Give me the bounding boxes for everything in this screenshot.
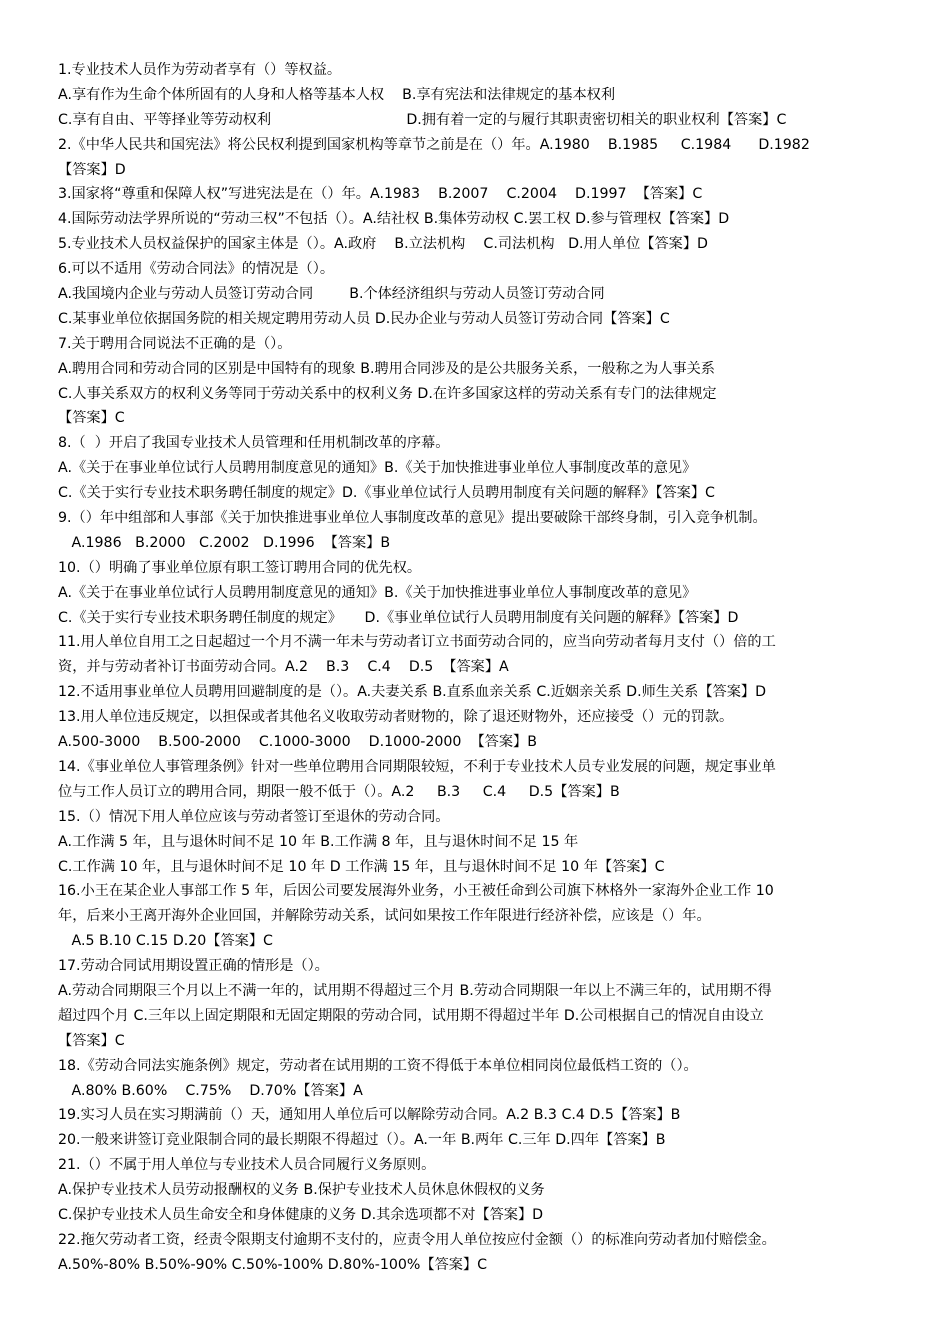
- text-line: 【答案】D: [58, 161, 126, 178]
- text-line: 7.关于聘用合同说法不正确的是（）。: [58, 335, 292, 352]
- text-line: A.工作满 5 年，且与退休时间不足 10 年 B.工作满 8 年，且与退休时间不足 15 年: [58, 833, 579, 850]
- text-line: A.500-3000 B.500-2000 C.1000-3000 D.1000-2000 【答案】B: [58, 734, 537, 751]
- text-line: 位与工作人员订立的聘用合同，期限一般不低于（）。A.2 B.3 C.4 D.5【答案】B: [58, 783, 620, 800]
- text-line: 超过四个月 C.三年以上固定期限和无固定期限的劳动合同，试用期不得超过半年 D.公司根据自己的情况自由设立: [58, 1007, 764, 1024]
- text-line: C.《关于实行专业技术职务聘任制度的规定》 D.《事业单位试行人员聘用制度有关问题的解释》【答案】D: [58, 609, 739, 626]
- text-line: 10.（）明确了事业单位原有职工签订聘用合同的优先权。: [58, 559, 422, 576]
- text-line: A.80% B.60% C.75% D.70%【答案】A: [58, 1082, 363, 1099]
- text-line: A.我国境内企业与劳动人员签订劳动合同 B.个体经济组织与劳动人员签订劳动合同: [58, 286, 605, 303]
- text-line: 21.（）不属于用人单位与专业技术人员合同履行义务原则。: [58, 1157, 436, 1174]
- text-line: 18.《劳动合同法实施条例》规定，劳动者在试用期的工资不得低于本单位相同岗位最低档工资的（）。: [58, 1057, 698, 1074]
- text-line: 17.劳动合同试用期设置正确的情形是（）。: [58, 958, 329, 975]
- text-line: 【答案】C: [58, 1032, 125, 1049]
- text-line: C.工作满 10 年，且与退休时间不足 10 年 D 工作满 15 年，且与退休时间不足 10 年【答案】C: [58, 858, 665, 875]
- question-list: [58, 58, 902, 1278]
- text-line: 8.（ ）开启了我国专业技术人员管理和任用机制改革的序幕。: [58, 435, 450, 452]
- text-line: 2.《中华人民共和国宪法》将公民权利提到国家机构等章节之前是在（）年。A.1980 B.1985 C.1984 D.1982: [58, 136, 810, 153]
- text-line: C.《关于实行专业技术职务聘任制度的规定》D.《事业单位试行人员聘用制度有关问题的解释》【答案】C: [58, 485, 715, 502]
- text-line: C.人事关系双方的权利义务等同于劳动关系中的权利义务 D.在许多国家这样的劳动关系有专门的法律规定: [58, 385, 717, 402]
- text-line: 11.用人单位自用工之日起超过一个月不满一年未与劳动者订立书面劳动合同的，应当向劳动者每月支付（）倍的工: [58, 634, 776, 651]
- text-line: 年，后来小王离开海外企业回国，并解除劳动关系，试问如果按工作年限进行经济补偿，应该是（）年。: [58, 908, 711, 925]
- text-line: A.5 B.10 C.15 D.20【答案】C: [58, 933, 273, 950]
- text-line: 16.小王在某企业人事部工作 5 年，后因公司要发展海外业务，小王被任命到公司旗下林格外一家海外企业工作 10: [58, 883, 774, 900]
- text-line: A.1986 B.2000 C.2002 D.1996 【答案】B: [58, 534, 391, 551]
- text-line: 15.（）情况下用人单位应该与劳动者签订至退休的劳动合同。: [58, 808, 450, 825]
- text-line: A.50%-80% B.50%-90% C.50%-100% D.80%-100%【答案】C: [58, 1256, 488, 1273]
- text-line: 12.不适用事业单位人员聘用回避制度的是（）。A.夫妻关系 B.直系血亲关系 C.近姻亲关系 D.师生关系【答案】D: [58, 684, 767, 701]
- text-line: 5.专业技术人员权益保护的国家主体是（）。A.政府 B.立法机构 C.司法机构 D.用人单位【答案】D: [58, 236, 708, 253]
- text-line: 资，并与劳动者补订书面劳动合同。A.2 B.3 C.4 D.5 【答案】A: [58, 659, 509, 676]
- text-line: 3.国家将“尊重和保障人权”写进宪法是在（）年。A.1983 B.2007 C.2004 D.1997 【答案】C: [58, 186, 703, 203]
- text-line: 1.专业技术人员作为劳动者享有（）等权益。: [58, 62, 342, 78]
- text-line: C.某事业单位依据国务院的相关规定聘用劳动人员 D.民办企业与劳动人员签订劳动合同【答案】C: [58, 310, 670, 327]
- text-line: 20.一般来讲签订竞业限制合同的最长期限不得超过（）。A.一年 B.两年 C.三年 D.四年【答案】B: [58, 1132, 666, 1149]
- text-line: A.聘用合同和劳动合同的区别是中国特有的现象 B.聘用合同涉及的是公共服务关系，一般称之为人事关系: [58, 360, 715, 377]
- text-line: A.保护专业技术人员劳动报酬权的义务 B.保护专业技术人员休息休假权的义务: [58, 1182, 545, 1199]
- text-line: C.享有自由、平等择业等劳动权利 D.拥有着一定的与履行其职责密切相关的职业权利【答案】C: [58, 111, 787, 128]
- text-line: C.保护专业技术人员生命安全和身体健康的义务 D.其余选项都不对【答案】D: [58, 1206, 544, 1223]
- text-line: 6.可以不适用《劳动合同法》的情况是（）。: [58, 261, 335, 278]
- text-line: 22.拖欠劳动者工资，经责令限期支付逾期不支付的，应责令用人单位按应付金额（）的标准向劳动者加付赔偿金。: [58, 1231, 776, 1248]
- text-line: A.享有作为生命个体所固有的人身和人格等基本人权 B.享有宪法和法律规定的基本权利: [58, 86, 616, 103]
- text-line: 【答案】C: [58, 410, 125, 427]
- text-line: 4.国际劳动法学界所说的“劳动三权”不包括（）。A.结社权 B.集体劳动权 C.罢工权 D.参与管理权【答案】D: [58, 211, 730, 228]
- text-line: 13.用人单位违反规定，以担保或者其他名义收取劳动者财物的，除了退还财物外，还应接受（）元的罚款。: [58, 709, 734, 726]
- text-line: A.《关于在事业单位试行人员聘用制度意见的通知》B.《关于加快推进事业单位人事制度改革的意见》: [58, 460, 697, 477]
- text-line: 14.《事业单位人事管理条例》针对一些单位聘用合同期限较短，不利于专业技术人员专业发展的问题，规定事业单: [58, 758, 776, 775]
- text-line: 19.实习人员在实习期满前（）天，通知用人单位后可以解除劳动合同。A.2 B.3 C.4 D.5【答案】B: [58, 1107, 681, 1124]
- text-line: A.劳动合同期限三个月以上不满一年的，试用期不得超过三个月 B.劳动合同期限一年以上不满三年的，试用期不得: [58, 982, 772, 999]
- text-line: 9.（）年中组部和人事部《关于加快推进事业单位人事制度改革的意见》提出要破除干部终身制，引入竞争机制。: [58, 510, 767, 527]
- text-line: A.《关于在事业单位试行人员聘用制度意见的通知》B.《关于加快推进事业单位人事制度改革的意见》: [58, 584, 697, 601]
